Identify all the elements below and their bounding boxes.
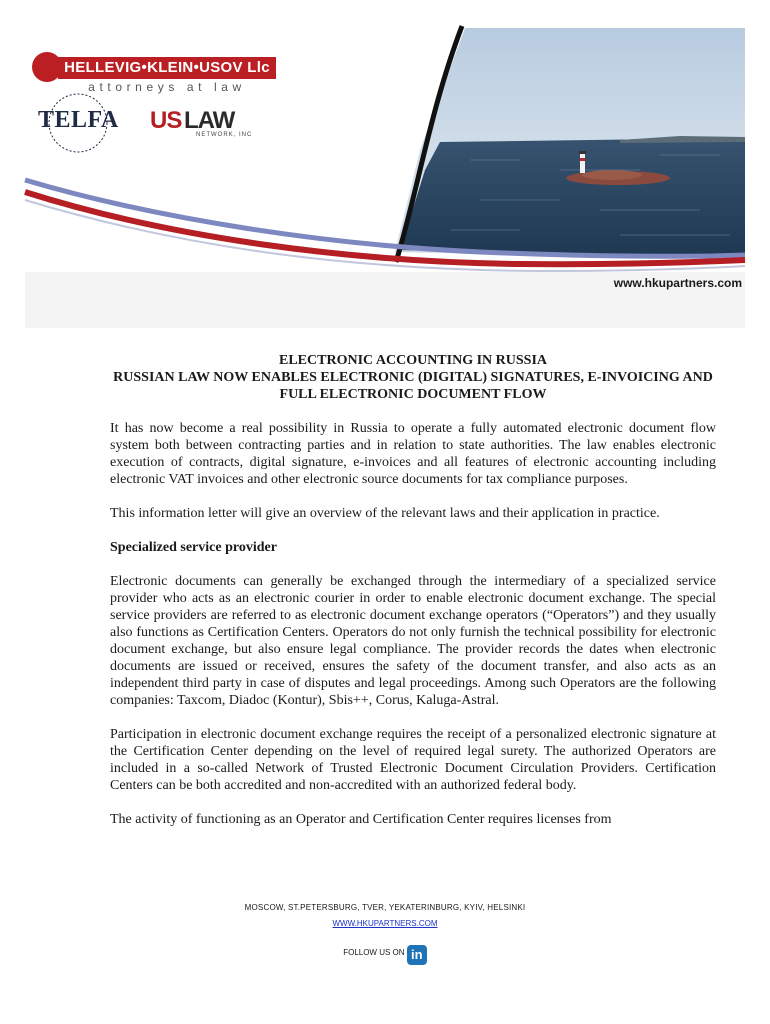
follow-us xyxy=(0,945,770,965)
document-title: ELECTRONIC ACCOUNTING IN RUSSIA xyxy=(279,353,547,368)
paragraph: Electronic documents can generally be exchanged through the intermediary of a specialized service provider who acts as an electronic courier in order to enable electronic document exchange. The special service providers are referred to as electronic document exchange operators (“Operators”) and they usually also functions as Certification Centers. Operators do not only furnish the technical possibility for electronic document exchange, but also ensure legal compliance. The provider records the dates when electronic documents are issued or received, ensures the safety of the document transfer, and also acts as an independent third party in case of disputes and legal proceedings. Among such Operators are the following companies: Taxcom, Diadoc (Kontur), Sbis++, Corus, Kaluga-Astral. xyxy=(110,574,716,708)
paragraph: It has now become a real possibility in Russia to operate a fully automated electronic document flow system both between contracting parties and in relation to state authorities. The law enables electronic execution of contracts, digital signature, e-invoices and all features of electronic accounting including electronic VAT invoices and other electronic source documents for tax compliance purposes. xyxy=(110,421,716,487)
uslaw-logo-law: LAW xyxy=(184,107,235,134)
brand-tagline: attorneys at law xyxy=(88,80,246,94)
section-heading: Specialized service provider xyxy=(110,540,277,555)
follow-label: FOLLOW US ON xyxy=(343,948,405,957)
uslaw-logo-us: US xyxy=(150,107,182,134)
page-footer xyxy=(0,903,770,962)
linkedin-icon[interactable]: in xyxy=(407,945,427,965)
telfa-logo: TELFA xyxy=(38,107,119,133)
header-website[interactable]: www.hkupartners.com xyxy=(613,276,742,290)
paragraph: This information letter will give an overview of the relevant laws and their application in practice. xyxy=(110,506,660,521)
uslaw-logo-sub: NETWORK, INC xyxy=(196,132,253,138)
footer-website-link[interactable]: WWW.HKUPARTNERS.COM xyxy=(332,919,438,928)
paragraph: Participation in electronic document exchange requires the receipt of a personalized electronic signature at the Certification Center depending on the level of required legal surety. The authorized Operators are included in a so-called Network of Trusted Electronic Document Circulation Providers. Certification Centers can be both accredited and non-accredited with an authorized federal body. xyxy=(110,727,716,793)
office-cities: MOSCOW, ST.PETERSBURG, TVER, YEKATERINBURG, KYIV, HELSINKI xyxy=(244,903,526,912)
brand-name: HELLEVIG•KLEIN•USOV Llc xyxy=(58,57,276,79)
document-subtitle: RUSSIAN LAW NOW ENABLES ELECTRONIC (DIGITAL) SIGNATURES, E-INVOICING AND FULL ELECTRONIC DOCUMENT FLOW xyxy=(113,370,713,402)
paragraph: The activity of functioning as an Operator and Certification Center requires licenses from xyxy=(110,812,612,827)
document-body xyxy=(110,420,716,845)
letterhead xyxy=(0,0,770,330)
document-title-block xyxy=(110,352,716,403)
